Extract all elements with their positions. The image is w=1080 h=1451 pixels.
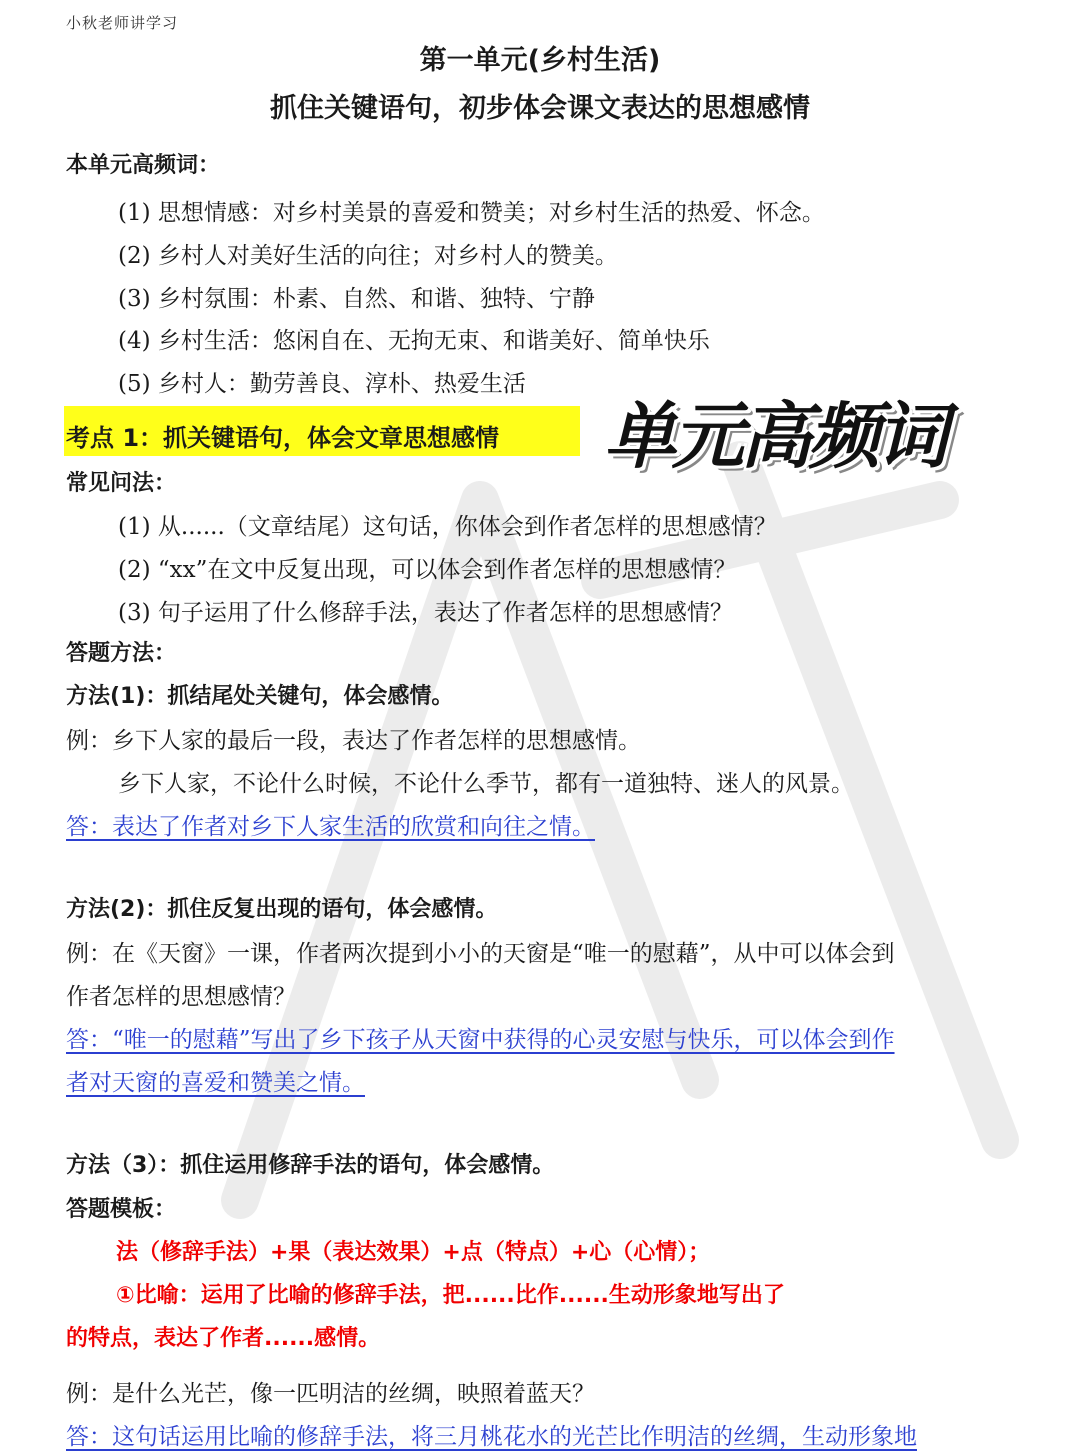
- page-title: 第一单元(乡村生活): [419, 45, 661, 76]
- common-questions-heading: 常见问法：: [66, 471, 177, 496]
- method1-quote: 乡下人家，不论什么时候，不论什么季节，都有一道独特、迷人的风景。: [118, 771, 854, 797]
- metaphor-template: ①比喻：运用了比喻的修辞手法，把......比作......生动形象地写出了: [116, 1283, 785, 1308]
- method3-example: 例：是什么光芒，像一匹明洁的丝绸，映照着蓝天？: [66, 1381, 595, 1407]
- list-item: (5) 乡村人：勤劳善良、淳朴、热爱生活: [118, 371, 526, 397]
- method3-answer: 答：这句话运用比喻的修辞手法，将三月桃花水的光芒比作明洁的丝绸，生动形象地: [66, 1424, 917, 1450]
- header-watermark: 小秋老师讲学习: [66, 14, 179, 32]
- method2-example-cont: 作者怎样的思想感情？: [66, 984, 296, 1010]
- list-item: (3) 乡村氛围：朴素、自然、和谐、独特、宁静: [118, 286, 595, 312]
- unit-sticker: 单元高频词: [604, 394, 945, 478]
- high-freq-heading: 本单元高频词：: [66, 153, 221, 178]
- list-item: (1) 从......（文章结尾）这句话，你体会到作者怎样的思想感情？: [118, 514, 777, 540]
- method1-example: 例：乡下人家的最后一段，表达了作者怎样的思想感情。: [66, 728, 641, 754]
- method2-answer: 答：“唯一的慰藉”写出了乡下孩子从天窗中获得的心灵安慰与快乐，可以体会到作: [66, 1027, 895, 1053]
- method1-answer: 答：表达了作者对乡下人家生活的欣赏和向往之情。: [66, 814, 595, 840]
- method2-answer-cont: 者对天窗的喜爱和赞美之情。: [66, 1070, 365, 1096]
- method3-title: 方法（3）：抓住运用修辞手法的语句，体会感情。: [66, 1153, 555, 1178]
- list-item: (4) 乡村生活：悠闲自在、无拘无束、和谐美好、简单快乐: [118, 328, 710, 354]
- list-item: (2) “xx”在文中反复出现，可以体会到作者怎样的思想感情？: [118, 557, 737, 583]
- method1-title: 方法(1)：抓结尾处关键句，体会感情。: [66, 684, 454, 709]
- list-item: (3) 句子运用了什么修辞手法，表达了作者怎样的思想感情？: [118, 600, 733, 626]
- method2-title: 方法(2)：抓住反复出现的语句，体会感情。: [66, 897, 498, 922]
- kaodian-title: 考点 1：抓关键语句，体会文章思想感情: [66, 424, 500, 452]
- metaphor-template-cont: 的特点，表达了作者......感情。: [66, 1326, 381, 1351]
- template-heading: 答题模板：: [66, 1197, 177, 1222]
- method-heading: 答题方法：: [66, 641, 177, 666]
- list-item: (2) 乡村人对美好生活的向往；对乡村人的赞美。: [118, 243, 618, 269]
- page-subtitle: 抓住关键语句，初步体会课文表达的思想感情: [270, 93, 810, 124]
- template-formula: 法（修辞手法）+果（表达效果）+点（特点）+心（心情）；: [116, 1240, 711, 1265]
- list-item: (1) 思想情感：对乡村美景的喜爱和赞美；对乡村生活的热爱、怀念。: [118, 200, 825, 226]
- method2-example: 例：在《天窗》一课，作者两次提到小小的天窗是“唯一的慰藉”，从中可以体会到: [66, 941, 895, 967]
